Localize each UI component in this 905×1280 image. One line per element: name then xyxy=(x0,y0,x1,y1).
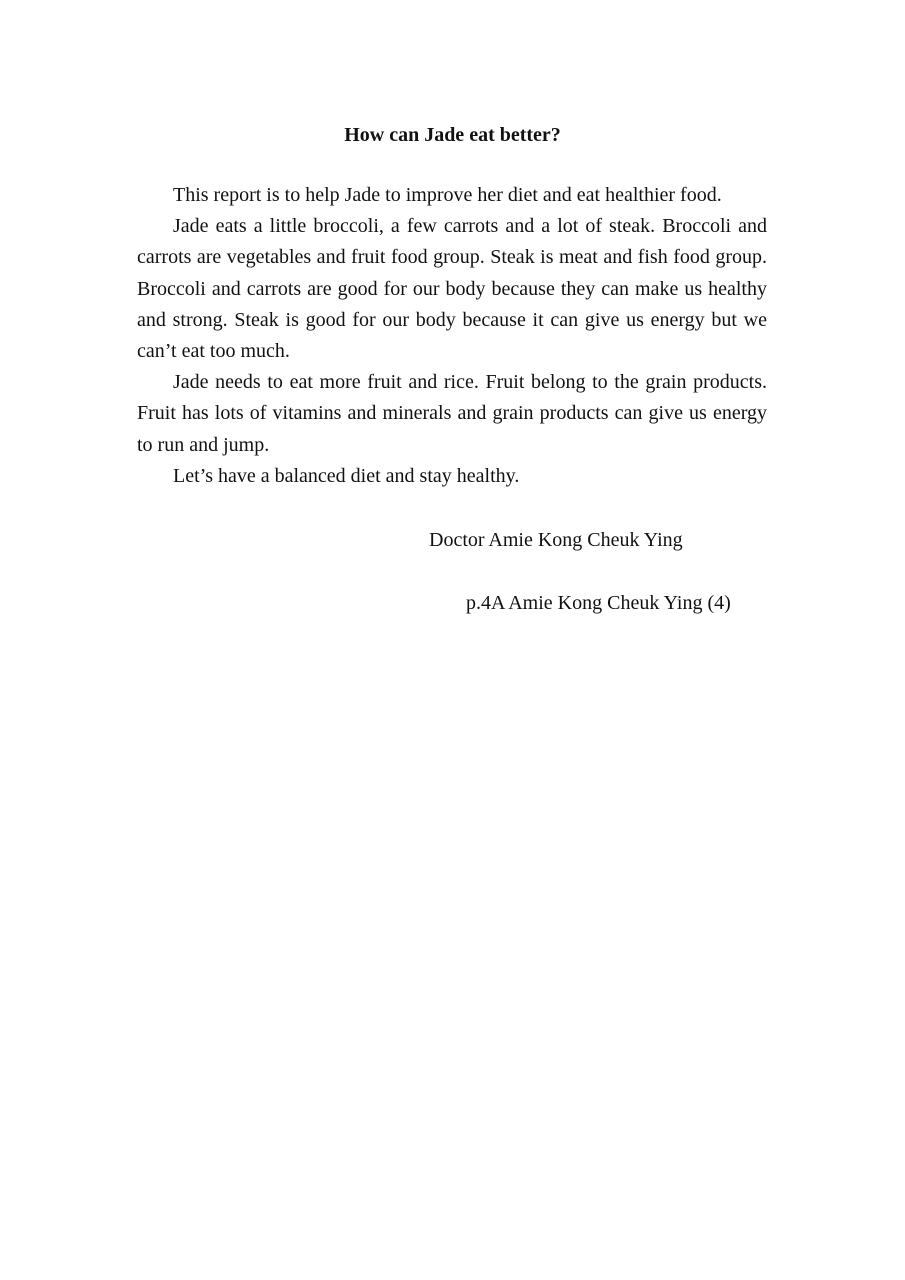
paragraph-conclusion: Let’s have a balanced diet and stay healthy. xyxy=(173,464,520,487)
paragraph-intro: This report is to help Jade to improve her diet and eat healthier food. xyxy=(173,184,722,206)
doctor-signature: Doctor Amie Kong Cheuk Ying xyxy=(429,529,683,551)
paragraph-current-diet: Jade eats a little broccoli, a few carrots and a lot of steak. Broccoli and carrots are vegetables and fruit food group. Steak is meat and fish food group. Broccoli and carrots are good for our body because they can make us healthy and strong. Steak is good for our body because it can give us energy but we can’t eat too much. xyxy=(137,215,767,363)
student-info: p.4A Amie Kong Cheuk Ying (4) xyxy=(466,592,731,614)
document-title: How can Jade eat better? xyxy=(344,124,561,146)
report-body xyxy=(137,180,767,492)
paragraph-recommendation: Jade needs to eat more fruit and rice. Fruit belong to the grain products. Fruit has lots of vitamins and minerals and grain products can give us energy to run and jump. xyxy=(137,371,767,456)
